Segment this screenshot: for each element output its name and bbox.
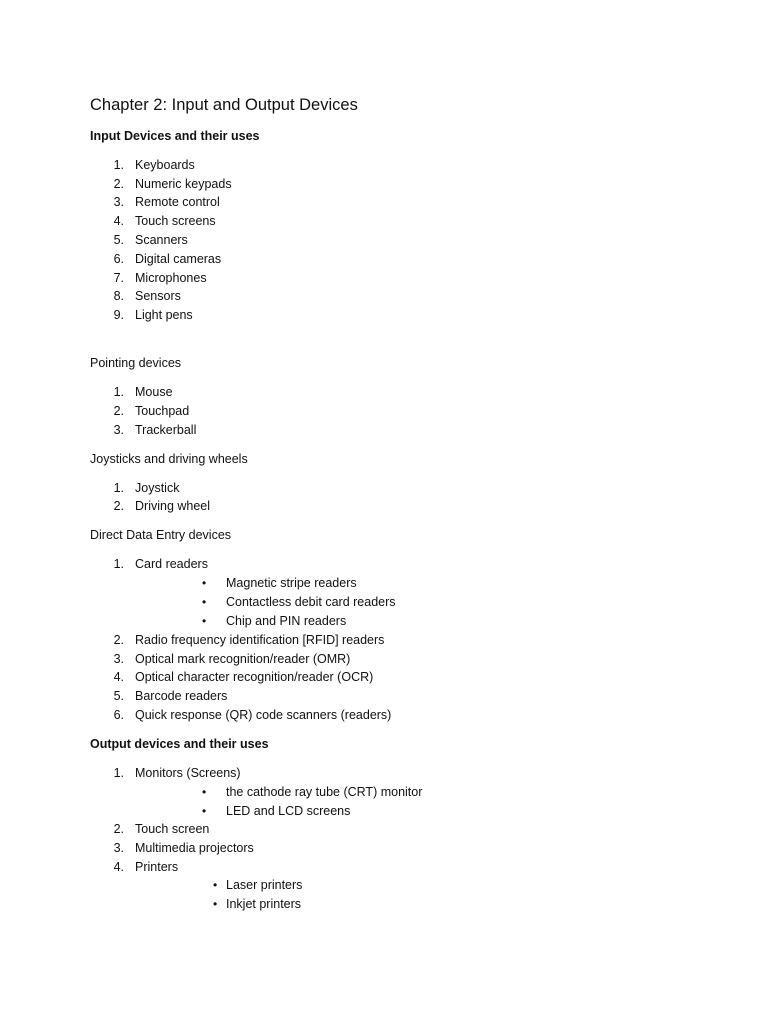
output-devices-heading: Output devices and their uses <box>90 737 269 751</box>
list-number: 5. <box>113 233 124 247</box>
bullet-marker: • <box>202 804 207 818</box>
list-item: Microphones <box>135 271 207 285</box>
list-number: 2. <box>113 633 124 647</box>
list-item: Radio frequency identification [RFID] readers <box>135 633 385 647</box>
list-number: 1. <box>113 766 124 780</box>
list-number: 3. <box>113 423 124 437</box>
sub-list-item: Contactless debit card readers <box>226 595 396 609</box>
bullet-marker: • <box>202 576 207 590</box>
list-item: Keyboards <box>135 158 195 172</box>
list-item: Joystick <box>135 481 180 495</box>
input-devices-heading: Input Devices and their uses <box>90 129 260 143</box>
list-item: Trackerball <box>135 423 197 437</box>
list-item: Monitors (Screens) <box>135 766 241 780</box>
sub-list-item: Inkjet printers <box>226 897 302 911</box>
list-item: Barcode readers <box>135 689 228 703</box>
list-number: 5. <box>113 689 124 703</box>
chapter-title: Chapter 2: Input and Output Devices <box>90 96 358 114</box>
pointing-devices-heading: Pointing devices <box>90 356 182 370</box>
list-number: 4. <box>113 214 124 228</box>
bullet-marker: • <box>202 595 207 609</box>
bullet-marker: • <box>213 897 218 911</box>
list-item: Printers <box>135 860 179 874</box>
list-item: Remote control <box>135 195 220 209</box>
list-number: 3. <box>113 195 124 209</box>
list-item: Touch screens <box>135 214 216 228</box>
sub-list-item: Magnetic stripe readers <box>226 576 357 590</box>
sub-list-item: Chip and PIN readers <box>226 614 347 628</box>
list-item: Light pens <box>135 308 193 322</box>
joysticks-heading: Joysticks and driving wheels <box>90 452 248 466</box>
list-number: 3. <box>113 841 124 855</box>
list-item: Sensors <box>135 289 181 303</box>
bullet-marker: • <box>202 785 207 799</box>
list-item: Quick response (QR) code scanners (readers) <box>135 708 392 722</box>
sub-list-item: Laser printers <box>226 878 303 892</box>
list-number: 8. <box>113 289 124 303</box>
bullet-marker: • <box>202 614 207 628</box>
list-item: Touchpad <box>135 404 190 418</box>
direct-data-entry-heading: Direct Data Entry devices <box>90 528 232 542</box>
list-number: 6. <box>113 252 124 266</box>
list-item: Card readers <box>135 557 208 571</box>
list-number: 4. <box>113 670 124 684</box>
list-item: Mouse <box>135 385 173 399</box>
list-number: 9. <box>113 308 124 322</box>
sub-list-item: the cathode ray tube (CRT) monitor <box>226 785 423 799</box>
sub-list-item: LED and LCD screens <box>226 804 351 818</box>
list-number: 2. <box>113 499 124 513</box>
list-item: Digital cameras <box>135 252 222 266</box>
list-item: Touch screen <box>135 822 210 836</box>
list-number: 4. <box>113 860 124 874</box>
bullet-marker: • <box>213 878 218 892</box>
list-number: 3. <box>113 652 124 666</box>
list-item: Driving wheel <box>135 499 211 513</box>
list-number: 2. <box>113 822 124 836</box>
list-number: 1. <box>113 385 124 399</box>
list-number: 2. <box>113 177 124 191</box>
list-number: 7. <box>113 271 124 285</box>
list-number: 2. <box>113 404 124 418</box>
list-item: Optical mark recognition/reader (OMR) <box>135 652 351 666</box>
list-item: Optical character recognition/reader (OCR) <box>135 670 374 684</box>
list-number: 1. <box>113 158 124 172</box>
list-item: Multimedia projectors <box>135 841 254 855</box>
list-number: 6. <box>113 708 124 722</box>
list-item: Numeric keypads <box>135 177 232 191</box>
list-item: Scanners <box>135 233 188 247</box>
list-number: 1. <box>113 481 124 495</box>
list-number: 1. <box>113 557 124 571</box>
